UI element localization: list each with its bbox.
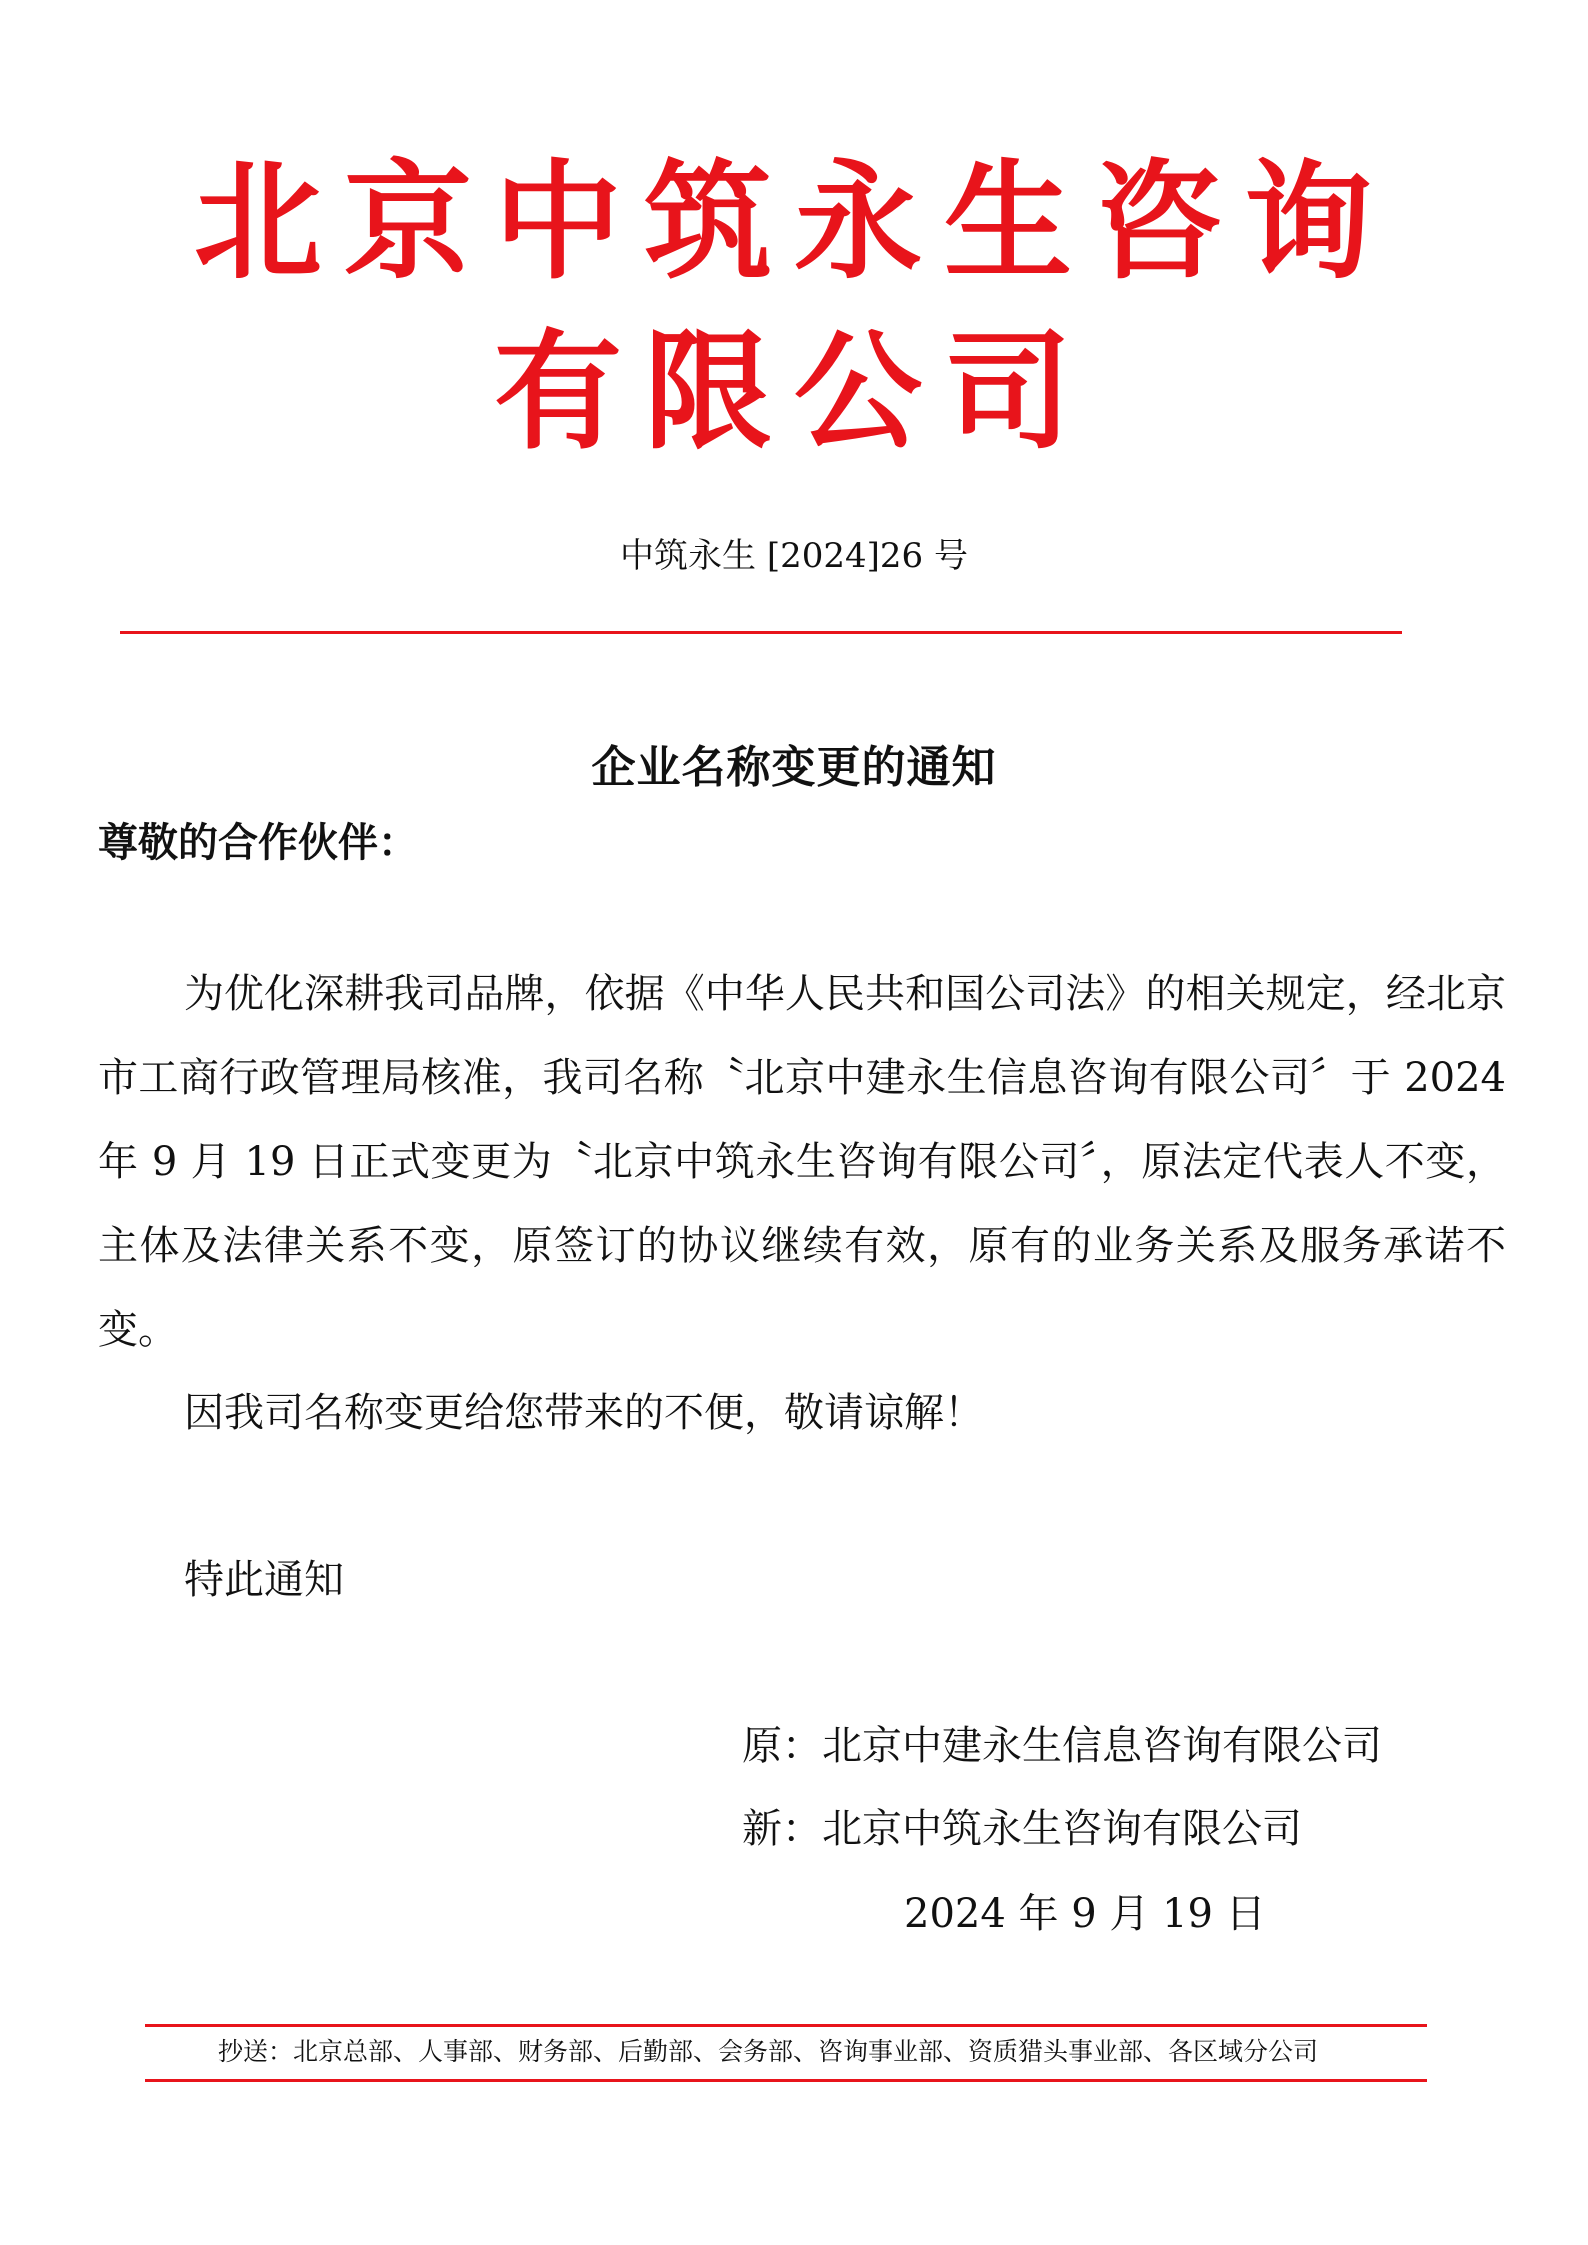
body-paragraph: 为优化深耕我司品牌，依据《中华人民共和国公司法》的相关规定，经北京市工商行政管理局核准，我司名称〝北京中建永生信息咨询有限公司〞于 2024 年 9 月 19 日正式变更为〝北京中筑永生咨询有限公司〞，原法定代表人不变，主体及法律关系不变，原签订的协议继续有效，原有的业务关系及服务承诺不变。 xyxy=(98,971,1506,1353)
letterhead-company-name-line2: 有限公司 xyxy=(493,318,1094,467)
signature-old-name: 原：北京中建永生信息咨询有限公司 xyxy=(742,1723,1382,1769)
header-divider xyxy=(120,631,1402,634)
signature-new-name: 新：北京中筑永生咨询有限公司 xyxy=(742,1806,1302,1852)
salutation: 尊敬的合作伙伴： xyxy=(98,819,418,866)
document-number: 中筑永生 [2024]26 号 xyxy=(620,536,968,576)
closing-text: 特此通知 xyxy=(184,1557,344,1603)
letterhead-company-name-line1: 北京中筑永生咨询 xyxy=(193,148,1394,297)
apology-text: 因我司名称变更给您带来的不便，敬请谅解！ xyxy=(184,1390,984,1436)
cc-list: 抄送：北京总部、人事部、财务部、后勤部、会务部、咨询事业部、资质猎头事业部、各区域分公司 xyxy=(218,2037,1319,2066)
signature-date: 2024 年 9 月 19 日 xyxy=(904,1891,1266,1937)
cc-divider-top xyxy=(145,2024,1427,2027)
cc-divider-bottom xyxy=(145,2079,1427,2082)
notice-title: 企业名称变更的通知 xyxy=(591,742,997,793)
